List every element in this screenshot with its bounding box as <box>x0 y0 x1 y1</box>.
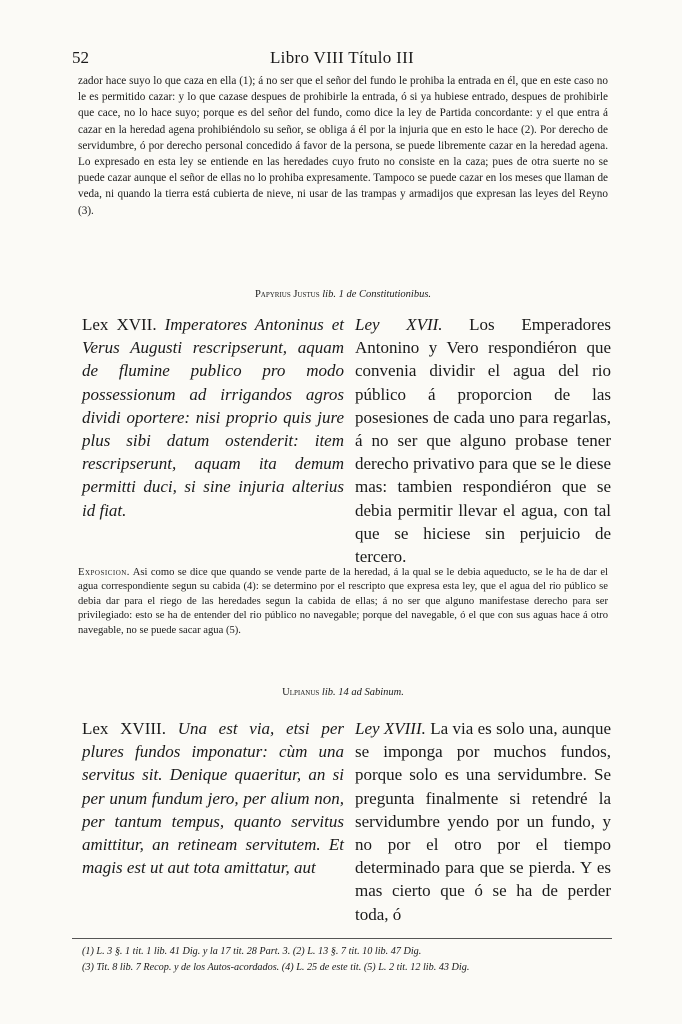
lex18-latin-text: Una est via, etsi per plures fundos imponatur: cùm una servitus sit. Denique quaeritur, an si per unum fundum jero, per alium non, per tantum tempus, quanto servitus amittitur, an retineam servitutem. Et magis est ut aut tota amittatur, aut <box>82 719 345 878</box>
source-work: lib. 1 de Constitutionibus. <box>322 289 432 300</box>
running-title: Libro VIII Título III <box>269 48 414 67</box>
lex18-spanish-column <box>355 717 611 926</box>
lex17-latin-column <box>82 313 344 522</box>
source-work: lib. 14 ad Sabinum. <box>321 687 404 698</box>
source-citation-1 <box>78 289 608 300</box>
lex17-spanish-label: Ley XVII. <box>355 315 443 334</box>
footnotes <box>82 944 612 976</box>
lex17-spanish-text: Los Emperadores Antonino y Vero respondiéron que convenia dividir el agua del rio público á proporcion de las posesiones de cada uno para regarlas, á no ser que alguno probase tener derecho privativo para que se le diese mas: tambien respondiéron que se debia permitir llevar el agua, con tal que se hiciese sin perjuicio de tercero. <box>355 315 611 567</box>
lex18-spanish-text: La via es solo una, aunque se imponga por muchos fundos, porque solo es una servidumbre. Se pregunta finalmente si retendré la servidumbre yendo por un fundo, y no por el otro por el tiempo determinado para que se pierda. Y es mas cierto que ó se ha de perder toda, ó <box>355 719 611 924</box>
exposicion-text: Asi como se dice que quando se vende parte de la heredad, á la qual se le debia aqueducto, se le ha de dar el agua correspondiente segun su cabida (4): se determino por el rescripto que expresa esta ley, que el agua del rio público se debia dar para el riego de las heredades segun la cabida de ellas; á no ser que alguno manifestase derecho para ser privilegiado: esto se ha de entender del rio público no navegable; porque del navegable, ó el que con sus aguas hace á otro navegable, no se puede sacar agua (5). <box>78 567 608 636</box>
exposicion-label: Exposicion. <box>78 567 130 578</box>
footnote-line: (3) Tit. 8 lib. 7 Recop. y de los Autos-acordados. (4) L. 25 de este tit. (5) L. 2 tit. 12 lib. 43 Dig. <box>82 962 470 973</box>
lex18-latin-column <box>82 717 344 879</box>
source-citation-2 <box>78 687 608 698</box>
footnote-line: (1) L. 3 §. 1 tit. 1 lib. 41 Dig. y la 17 tit. 28 Part. 3. (2) L. 13 §. 7 tit. 10 lib. 47 Dig. <box>82 946 422 957</box>
intro-paragraph: zador hace suyo lo que caza en ella (1); á no ser que el señor del fundo le prohiba la entrada en él, que en este caso no le es permitido cazar: y lo que cazase despues de prohibirle la entrada, ó si ya hubiese entrado, despues de prohibirle que cace, no lo hace suyo; porque es del señor del fundo, como dice la ley de Partida concordante: y el que entra á cazar en la heredad agena prohibiéndolo su señor, se obliga á él por la injuria que en esto le hace (2). Por derecho de servidumbre, ó por derecho personal concedido á favor de la persona, se puede libremente cazar en la heredad agena. Lo expresado en esta ley se entiende en las heredades cuyo fruto no consiste en la caza; pues de otra suerte no se puede cazar aunque el señor de ellas no lo prohiba expresamente. Tampoco se puede cazar en los meses que llaman de veda, ni quando la tierra está cubierta de nieve, ni usar de las trampas y armadijos que expresan las leyes del Reyno (3). <box>78 75 608 217</box>
lex18-spanish-label: Ley XVIII. <box>355 719 426 738</box>
lex18-latin-label: Lex XVIII. <box>82 719 166 738</box>
lex17-latin-text: Imperatores Antoninus et Verus Augusti rescripserunt, aquam de flumine publico pro modo possessionum ad irrigandos agros dividi oportere: nisi proprio quis jure plus sibi datum ostenderit: item rescripserunt, aquam ita demum permitti duci, si sine injuria alterius id fiat. <box>82 315 344 520</box>
source-author: Ulpianus <box>282 687 320 698</box>
exposicion-paragraph <box>78 566 608 638</box>
source-author: Papyrius Justus <box>254 289 320 300</box>
lex17-latin-label: Lex XVII. <box>82 315 157 334</box>
lex17-spanish-column <box>355 313 611 568</box>
page-number: 52 <box>72 48 89 67</box>
footnote-divider <box>72 938 612 939</box>
page-header <box>72 48 612 72</box>
